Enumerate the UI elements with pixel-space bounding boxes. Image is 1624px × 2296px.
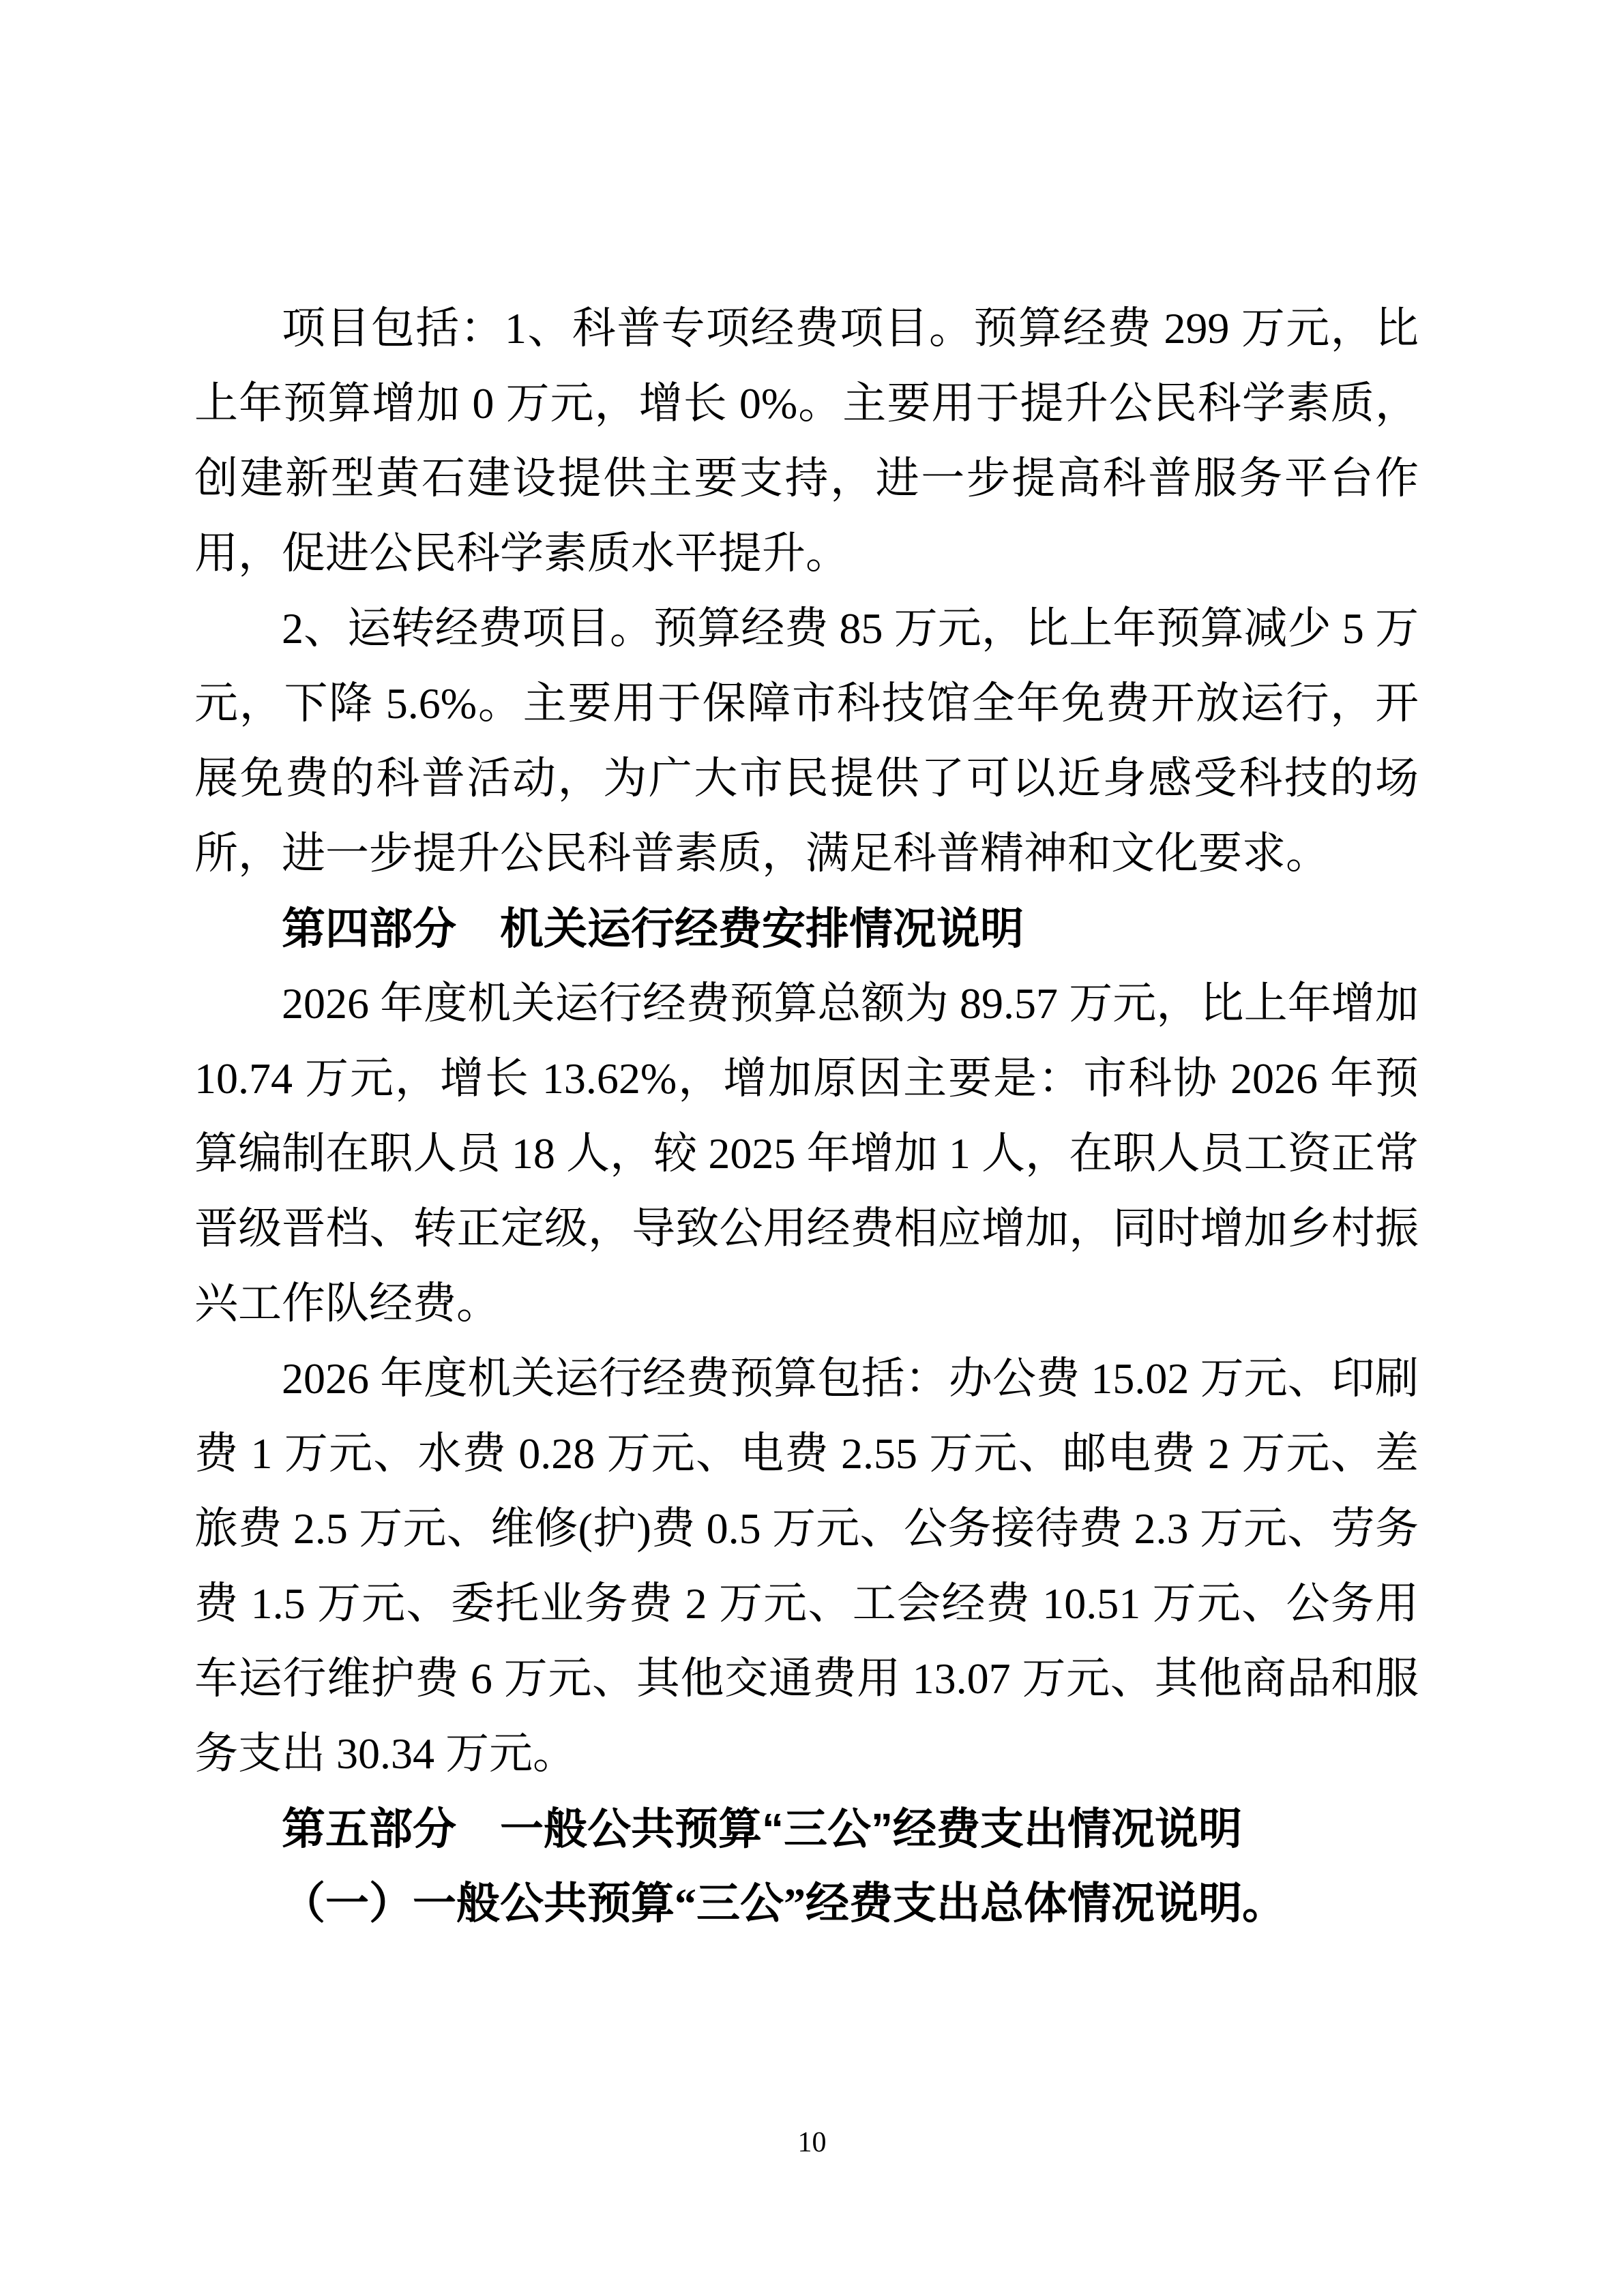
- body-paragraph: 2026 年度机关运行经费预算总额为 89.57 万元，比上年增加 10.74 万元，增长 13.62%，增加原因主要是：市科协 2026 年预算编制在职人员 18 人，较 2025 年增加 1 人，在职人员工资正常晋级晋档、转正定级，导致公用经费相应增加，同时增加乡村振兴工作队经费。: [194, 979, 1419, 1328]
- sub-heading: （一）一般公共预算“三公”经费支出总体情况说明。: [282, 1879, 1286, 1928]
- section-heading: 第四部分 机关运行经费安排情况说明: [282, 904, 1024, 953]
- section-heading: 第五部分 一般公共预算“三公”经费支出情况说明: [282, 1804, 1242, 1853]
- page-number: 10: [797, 2127, 827, 2158]
- body-paragraph: 2026 年度机关运行经费预算包括：办公费 15.02 万元、印刷费 1 万元、水费 0.28 万元、电费 2.55 万元、邮电费 2 万元、差旅费 2.5 万元、维修(护)费 0.5 万元、公务接待费 2.3 万元、劳务费 1.5 万元、委托业务费 2 万元、工会经费 10.51 万元、公务用车运行维护费 6 万元、其他交通费用 13.07 万元、其他商品和服务支出 30.34 万元。: [194, 1354, 1419, 1778]
- document-body: [194, 291, 1419, 1941]
- body-paragraph: 项目包括：1、科普专项经费项目。预算经费 299 万元，比上年预算增加 0 万元，增长 0%。主要用于提升公民科学素质，创建新型黄石建设提供主要支持，进一步提高科普服务平台作用，促进公民科学素质水平提升。: [194, 304, 1419, 578]
- body-paragraph: 2、运转经费项目。预算经费 85 万元，比上年预算减少 5 万元，下降 5.6%。主要用于保障市科技馆全年免费开放运行，开展免费的科普活动，为广大市民提供了可以近身感受科技的场所，进一步提升公民科普素质，满足科普精神和文化要求。: [194, 604, 1419, 878]
- page-footer: [0, 2126, 1624, 2159]
